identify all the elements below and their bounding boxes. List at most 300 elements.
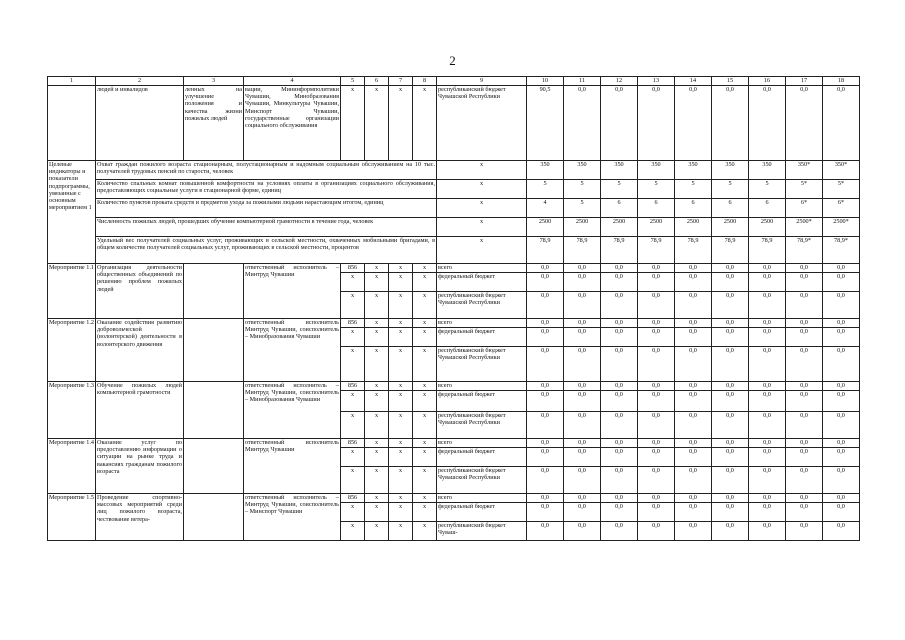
indicator-value: 2500* xyxy=(786,218,823,237)
value-cell: 0,0 xyxy=(786,494,823,503)
value-cell: 0,0 xyxy=(601,292,638,319)
value-cell: 0,0 xyxy=(712,292,749,319)
value-cell: 0,0 xyxy=(712,273,749,292)
cell-empty xyxy=(184,264,244,319)
indicator-value: 2500 xyxy=(675,218,712,237)
header-cell: 7 xyxy=(389,77,413,86)
value-cell: 0,0 xyxy=(712,319,749,328)
value-cell: 0,0 xyxy=(601,264,638,273)
value-cell: 0,0 xyxy=(712,494,749,503)
indicator-value: 6* xyxy=(823,199,860,218)
value-cell: 0,0 xyxy=(564,264,601,273)
code-cell: х xyxy=(341,412,365,439)
indicator-value: 78,9 xyxy=(527,237,564,264)
indicator-value: 350 xyxy=(601,161,638,180)
header-cell: 18 xyxy=(823,77,860,86)
value-cell: 0,0 xyxy=(564,503,601,522)
value-cell: 0,0 xyxy=(638,292,675,319)
indicator-value: 78,9* xyxy=(786,237,823,264)
code-cell: х xyxy=(389,347,413,382)
executor: ответственный исполнитель – Минтруд Чувашии, соисполнитель – Минспорт Чувашии xyxy=(244,494,341,541)
value-cell: 0,0 xyxy=(675,319,712,328)
value-cell: 0,0 xyxy=(749,522,786,541)
indicator-value: 5 xyxy=(601,180,638,199)
value-cell: 0,0 xyxy=(823,391,860,412)
code-cell: х xyxy=(341,391,365,412)
measure-row xyxy=(48,382,860,391)
indicator-value: 2500 xyxy=(564,218,601,237)
code-cell: х xyxy=(365,391,389,412)
program-table xyxy=(47,76,860,541)
indicator-value: 78,9 xyxy=(675,237,712,264)
value-cell: 0,0 xyxy=(527,467,564,494)
code-cell: х xyxy=(413,86,437,161)
indicator-value: 6 xyxy=(749,199,786,218)
funding-source: республиканский бюджет Чувашской Республики xyxy=(437,292,527,319)
value-cell: 0,0 xyxy=(749,467,786,494)
code-cell: х xyxy=(365,328,389,347)
value-cell: 0,0 xyxy=(564,319,601,328)
code-cell: 856 xyxy=(341,264,365,273)
value-cell: 0,0 xyxy=(564,273,601,292)
value-cell: 0,0 xyxy=(749,412,786,439)
measure-row xyxy=(48,264,860,273)
header-cell: 10 xyxy=(527,77,564,86)
funding-source: всего xyxy=(437,319,527,328)
indicator-value: 350 xyxy=(564,161,601,180)
value-cell: 0,0 xyxy=(675,86,712,161)
value-cell: 0,0 xyxy=(564,391,601,412)
indicator-text: Охват граждан пожилого возраста стационарным, полустационарным и надомным социальным обслуживанием на 10 тыс. получателей трудовых пенсий по старости, человек xyxy=(96,161,437,180)
value-cell: 0,0 xyxy=(823,412,860,439)
indicator-value: 78,9 xyxy=(601,237,638,264)
funding-source: федеральный бюджет xyxy=(437,273,527,292)
value-cell: 0,0 xyxy=(564,328,601,347)
value-cell: 0,0 xyxy=(712,391,749,412)
value-cell: 0,0 xyxy=(675,522,712,541)
code-cell: х xyxy=(341,86,365,161)
funding-source: всего xyxy=(437,264,527,273)
indicator-value: 78,9 xyxy=(749,237,786,264)
code-cell: х xyxy=(413,319,437,328)
code-cell: х xyxy=(365,382,389,391)
code-cell: х xyxy=(365,503,389,522)
header-cell: 6 xyxy=(365,77,389,86)
value-cell: 0,0 xyxy=(823,273,860,292)
indicator-text: Удельный вес получателей социальных услуг, проживающих в сельской местности, охваченных мобильными бригадами, в общем количестве получателей социальных услуг, проживающих в сельской местности, процентов xyxy=(96,237,437,264)
code-cell: х xyxy=(413,292,437,319)
value-cell: 0,0 xyxy=(823,382,860,391)
code-cell: х xyxy=(365,264,389,273)
value-cell: 0,0 xyxy=(823,503,860,522)
code-cell: х xyxy=(365,494,389,503)
code-cell: х xyxy=(389,292,413,319)
value-cell: 0,0 xyxy=(527,391,564,412)
value-cell: 0,0 xyxy=(638,522,675,541)
value-cell: 0,0 xyxy=(638,467,675,494)
indicator-value: 5 xyxy=(527,180,564,199)
value-cell: 0,0 xyxy=(823,86,860,161)
header-cell: 1 xyxy=(48,77,96,86)
value-cell: 0,0 xyxy=(712,347,749,382)
indicator-text: Количество спальных комнат повышенной комфортности на условиях оплаты в организациях социального обслуживания, предоставляющих социальные услуги в стационарной форме, единиц xyxy=(96,180,437,199)
value-cell: 0,0 xyxy=(601,494,638,503)
code-cell: х xyxy=(413,467,437,494)
funding-source: республиканский бюджет Чувашской Республики xyxy=(437,467,527,494)
funding-source: всего xyxy=(437,494,527,503)
value-cell: 0,0 xyxy=(749,391,786,412)
value-cell: 0,0 xyxy=(786,347,823,382)
indicator-row xyxy=(48,161,860,180)
indicator-value: 350 xyxy=(712,161,749,180)
code-cell: 856 xyxy=(341,439,365,448)
code-cell: х xyxy=(365,522,389,541)
code-cell: х xyxy=(341,522,365,541)
code-cell: х xyxy=(365,292,389,319)
value-cell: 0,0 xyxy=(823,319,860,328)
measure-name: Оказание содействия развитию добровольческой (волонтерской) деятельности в волонтерского движения xyxy=(96,319,184,382)
indicator-value: 2500 xyxy=(638,218,675,237)
indicator-value: 6 xyxy=(675,199,712,218)
code-cell: х xyxy=(389,273,413,292)
code-cell: х xyxy=(389,448,413,467)
value-cell: 0,0 xyxy=(564,292,601,319)
indicator-text: Количество пунктов проката средств и предметов ухода за пожилыми людьми нарастающим итогом, единиц xyxy=(96,199,437,218)
header-cell: 9 xyxy=(437,77,527,86)
value-cell: 0,0 xyxy=(638,448,675,467)
value-cell: 0,0 xyxy=(712,328,749,347)
indicator-value: 4 xyxy=(527,199,564,218)
value-cell: 0,0 xyxy=(786,292,823,319)
indicator-value: 2500 xyxy=(527,218,564,237)
header-cell: 4 xyxy=(244,77,341,86)
indicator-value: 350 xyxy=(638,161,675,180)
header-cell: 16 xyxy=(749,77,786,86)
code-cell: х xyxy=(341,328,365,347)
value-cell: 0,0 xyxy=(749,328,786,347)
value-cell: 0,0 xyxy=(601,448,638,467)
code-cell: х xyxy=(341,448,365,467)
value-cell: 0,0 xyxy=(601,273,638,292)
value-cell: 0,0 xyxy=(712,467,749,494)
value-cell: 0,0 xyxy=(638,264,675,273)
code-cell: х xyxy=(413,412,437,439)
value-cell: 0,0 xyxy=(749,273,786,292)
measure-label: Мероприятие 1.4 xyxy=(48,439,96,494)
value-cell: 0,0 xyxy=(823,328,860,347)
value-cell: 0,0 xyxy=(527,412,564,439)
value-cell: 0,0 xyxy=(823,522,860,541)
measure-name: Обучение пожилых людей компьютерной грамотности xyxy=(96,382,184,439)
value-cell: 0,0 xyxy=(601,412,638,439)
value-cell: 0,0 xyxy=(786,467,823,494)
value-cell: 0,0 xyxy=(564,494,601,503)
measure-label: Мероприятие 1.1 xyxy=(48,264,96,319)
value-cell: 0,0 xyxy=(601,347,638,382)
indicator-value: 6 xyxy=(712,199,749,218)
indicator-value: 350 xyxy=(527,161,564,180)
funding-source: федеральный бюджет xyxy=(437,448,527,467)
value-cell: 0,0 xyxy=(675,467,712,494)
value-cell: 0,0 xyxy=(749,439,786,448)
value-cell: 0,0 xyxy=(749,382,786,391)
header-cell: 2 xyxy=(96,77,184,86)
value-cell: 0,0 xyxy=(638,347,675,382)
value-cell: 0,0 xyxy=(712,439,749,448)
value-cell: 0,0 xyxy=(675,439,712,448)
header-cell: 3 xyxy=(184,77,244,86)
value-cell: 0,0 xyxy=(601,86,638,161)
code-cell: х xyxy=(389,522,413,541)
code-cell: х xyxy=(413,264,437,273)
indicator-value: 6* xyxy=(786,199,823,218)
cell-empty xyxy=(48,86,96,161)
value-cell: 0,0 xyxy=(564,467,601,494)
code-cell: х xyxy=(389,328,413,347)
value-cell: 0,0 xyxy=(712,264,749,273)
value-cell: 0,0 xyxy=(786,522,823,541)
value-cell: 0,0 xyxy=(786,439,823,448)
value-cell: 0,0 xyxy=(564,522,601,541)
code-cell: х xyxy=(389,391,413,412)
value-cell: 0,0 xyxy=(823,264,860,273)
indicator-row xyxy=(48,199,860,218)
code-cell: х xyxy=(389,412,413,439)
value-cell: 0,0 xyxy=(675,264,712,273)
code-cell: х xyxy=(341,503,365,522)
code-cell: х xyxy=(389,439,413,448)
indicator-value: 350* xyxy=(823,161,860,180)
value-cell: 0,0 xyxy=(749,319,786,328)
value-cell: 0,0 xyxy=(675,448,712,467)
code-cell: х xyxy=(389,86,413,161)
value-cell: 0,0 xyxy=(527,382,564,391)
funding-source: всего xyxy=(437,439,527,448)
value-cell: 0,0 xyxy=(601,467,638,494)
value-cell: 0,0 xyxy=(527,292,564,319)
code-cell: х xyxy=(365,412,389,439)
value-cell: 0,0 xyxy=(527,328,564,347)
measure-name: людей и инвалидов xyxy=(96,86,184,161)
executor: ответственный исполнитель Минтруд Чувашии, соисполнитель – Минобразования Чувашии xyxy=(244,319,341,382)
value-cell: 0,0 xyxy=(749,264,786,273)
indicator-row xyxy=(48,237,860,264)
indicator-value: 5 xyxy=(675,180,712,199)
value-cell: 0,0 xyxy=(712,522,749,541)
code-cell: х xyxy=(365,273,389,292)
value-cell: 0,0 xyxy=(749,503,786,522)
value-cell: 0,0 xyxy=(786,273,823,292)
value-cell: 0,0 xyxy=(638,328,675,347)
funding-source: федеральный бюджет xyxy=(437,503,527,522)
cell-empty xyxy=(184,439,244,494)
value-cell: 0,0 xyxy=(564,347,601,382)
value-cell: 0,0 xyxy=(527,439,564,448)
code-cell: х xyxy=(389,382,413,391)
executor: ответственный исполнитель Минтруд Чувашии xyxy=(244,439,341,494)
code-cell: х xyxy=(413,448,437,467)
measure-row xyxy=(48,319,860,328)
code-cell: 856 xyxy=(341,494,365,503)
indicator-value: 350* xyxy=(786,161,823,180)
indicator-value: 2500* xyxy=(823,218,860,237)
value-cell: 0,0 xyxy=(564,439,601,448)
indicator-value: 78,9 xyxy=(712,237,749,264)
value-cell: 0,0 xyxy=(638,439,675,448)
value-cell: 0,0 xyxy=(786,391,823,412)
value-cell: 0,0 xyxy=(823,448,860,467)
measure-label: Мероприятие 1.5 xyxy=(48,494,96,541)
value-cell: 0,0 xyxy=(601,319,638,328)
code-cell: х xyxy=(413,439,437,448)
measure-row xyxy=(48,494,860,503)
value-cell: 90,5 xyxy=(527,86,564,161)
value-cell: 0,0 xyxy=(638,494,675,503)
measure-name: Оказание услуг по предоставлению информации о ситуации на рынке труда и вакансиях гражданам пожилого возраста xyxy=(96,439,184,494)
funding-source: республиканский бюджет Чувашской Республики xyxy=(437,347,527,382)
funding-source: федеральный бюджет xyxy=(437,328,527,347)
indicator-value: 5 xyxy=(749,180,786,199)
value-cell: 0,0 xyxy=(675,273,712,292)
header-cell: 15 xyxy=(712,77,749,86)
executor: вации, Мининформполитики Чувашии, Минобразования Чувашии, Минкультуры Чувашии, Минспорт Чувашии, государственные организации социального обслуживания xyxy=(244,86,341,161)
indicator-value: 350 xyxy=(749,161,786,180)
executor: ответственный исполнитель – Минтруд Чувашии, соисполнитель – Минобразования Чувашии xyxy=(244,382,341,439)
indicator-value: 5 xyxy=(638,180,675,199)
indicator-value: 5* xyxy=(823,180,860,199)
indicator-value: 5 xyxy=(564,199,601,218)
indicator-value: 350 xyxy=(675,161,712,180)
indicator-value: 78,9 xyxy=(564,237,601,264)
indicator-row xyxy=(48,218,860,237)
value-cell: 0,0 xyxy=(712,503,749,522)
value-cell: 0,0 xyxy=(823,467,860,494)
value-cell: 0,0 xyxy=(564,448,601,467)
indicator-value: 6 xyxy=(601,199,638,218)
code-cell: х xyxy=(413,347,437,382)
table-row xyxy=(48,86,860,161)
value-cell: 0,0 xyxy=(675,328,712,347)
indicator-value: 2500 xyxy=(601,218,638,237)
indicator-value: 78,9* xyxy=(823,237,860,264)
code-cell: х xyxy=(341,273,365,292)
code-cell: х xyxy=(389,467,413,494)
value-cell: 0,0 xyxy=(823,494,860,503)
value-cell: 0,0 xyxy=(786,503,823,522)
value-cell: 0,0 xyxy=(712,382,749,391)
header-cell: 13 xyxy=(638,77,675,86)
indicator-row xyxy=(48,180,860,199)
value-cell: 0,0 xyxy=(527,448,564,467)
code-cell: 856 xyxy=(341,382,365,391)
value-cell: 0,0 xyxy=(675,382,712,391)
indicator-x: х xyxy=(437,199,527,218)
indicator-x: х xyxy=(437,218,527,237)
code-cell: х xyxy=(413,273,437,292)
value-cell: 0,0 xyxy=(749,448,786,467)
code-cell: х xyxy=(389,494,413,503)
value-cell: 0,0 xyxy=(675,503,712,522)
indicator-value: 2500 xyxy=(749,218,786,237)
value-cell: 0,0 xyxy=(638,86,675,161)
code-cell: х xyxy=(413,494,437,503)
value-cell: 0,0 xyxy=(564,382,601,391)
value-cell: 0,0 xyxy=(749,494,786,503)
value-cell: 0,0 xyxy=(823,347,860,382)
value-cell: 0,0 xyxy=(786,264,823,273)
value-cell: 0,0 xyxy=(712,86,749,161)
value-cell: 0,0 xyxy=(527,503,564,522)
value-cell: 0,0 xyxy=(638,273,675,292)
code-cell: х xyxy=(341,467,365,494)
value-cell: 0,0 xyxy=(527,264,564,273)
code-cell: х xyxy=(389,264,413,273)
cell-empty xyxy=(184,382,244,439)
value-cell: 0,0 xyxy=(527,273,564,292)
indicator-value: 5* xyxy=(786,180,823,199)
indicator-value: 6 xyxy=(638,199,675,218)
value-cell: 0,0 xyxy=(527,494,564,503)
measure-name: Проведение спортивно-массовых мероприятий среди лиц пожилого возраста, чествование ветера- xyxy=(96,494,184,541)
code-cell: х xyxy=(389,319,413,328)
code-cell: х xyxy=(413,522,437,541)
header-cell: 8 xyxy=(413,77,437,86)
value-cell: 0,0 xyxy=(601,382,638,391)
value-cell: 0,0 xyxy=(564,86,601,161)
value-cell: 0,0 xyxy=(786,86,823,161)
value-cell: 0,0 xyxy=(749,292,786,319)
value-cell: 0,0 xyxy=(527,522,564,541)
value-cell: 0,0 xyxy=(786,319,823,328)
indicator-x: х xyxy=(437,180,527,199)
code-cell: х xyxy=(413,391,437,412)
value-cell: 0,0 xyxy=(823,439,860,448)
value-cell: 0,0 xyxy=(749,347,786,382)
value-cell: 0,0 xyxy=(712,448,749,467)
value-cell: 0,0 xyxy=(601,503,638,522)
value-cell: 0,0 xyxy=(601,522,638,541)
measure-label: Мероприятие 1.2 xyxy=(48,319,96,382)
code-cell: х xyxy=(365,467,389,494)
indicator-value: 78,9 xyxy=(638,237,675,264)
value-cell: 0,0 xyxy=(675,494,712,503)
cell-empty xyxy=(184,494,244,541)
value-cell: 0,0 xyxy=(527,319,564,328)
header-cell: 12 xyxy=(601,77,638,86)
code-cell: 856 xyxy=(341,319,365,328)
value-cell: 0,0 xyxy=(786,412,823,439)
indicators-label: Целевые индикаторы и показатели подпрограммы, увязанные с основным мероприятием 1 xyxy=(48,161,96,264)
value-cell: 0,0 xyxy=(675,292,712,319)
code-cell: х xyxy=(365,448,389,467)
funding-source: всего xyxy=(437,382,527,391)
code-cell: х xyxy=(389,503,413,522)
header-cell: 14 xyxy=(675,77,712,86)
page-number: 2 xyxy=(449,53,456,68)
code-cell: х xyxy=(341,347,365,382)
value-cell: 0,0 xyxy=(638,382,675,391)
value-cell: 0,0 xyxy=(675,347,712,382)
code-cell: х xyxy=(365,347,389,382)
cell-empty xyxy=(184,319,244,382)
indicator-value: 5 xyxy=(564,180,601,199)
value-cell: 0,0 xyxy=(712,412,749,439)
code-cell: х xyxy=(413,328,437,347)
code-cell: х xyxy=(365,86,389,161)
code-cell: х xyxy=(413,503,437,522)
value-cell: 0,0 xyxy=(638,391,675,412)
funding-source: федеральный бюджет xyxy=(437,391,527,412)
